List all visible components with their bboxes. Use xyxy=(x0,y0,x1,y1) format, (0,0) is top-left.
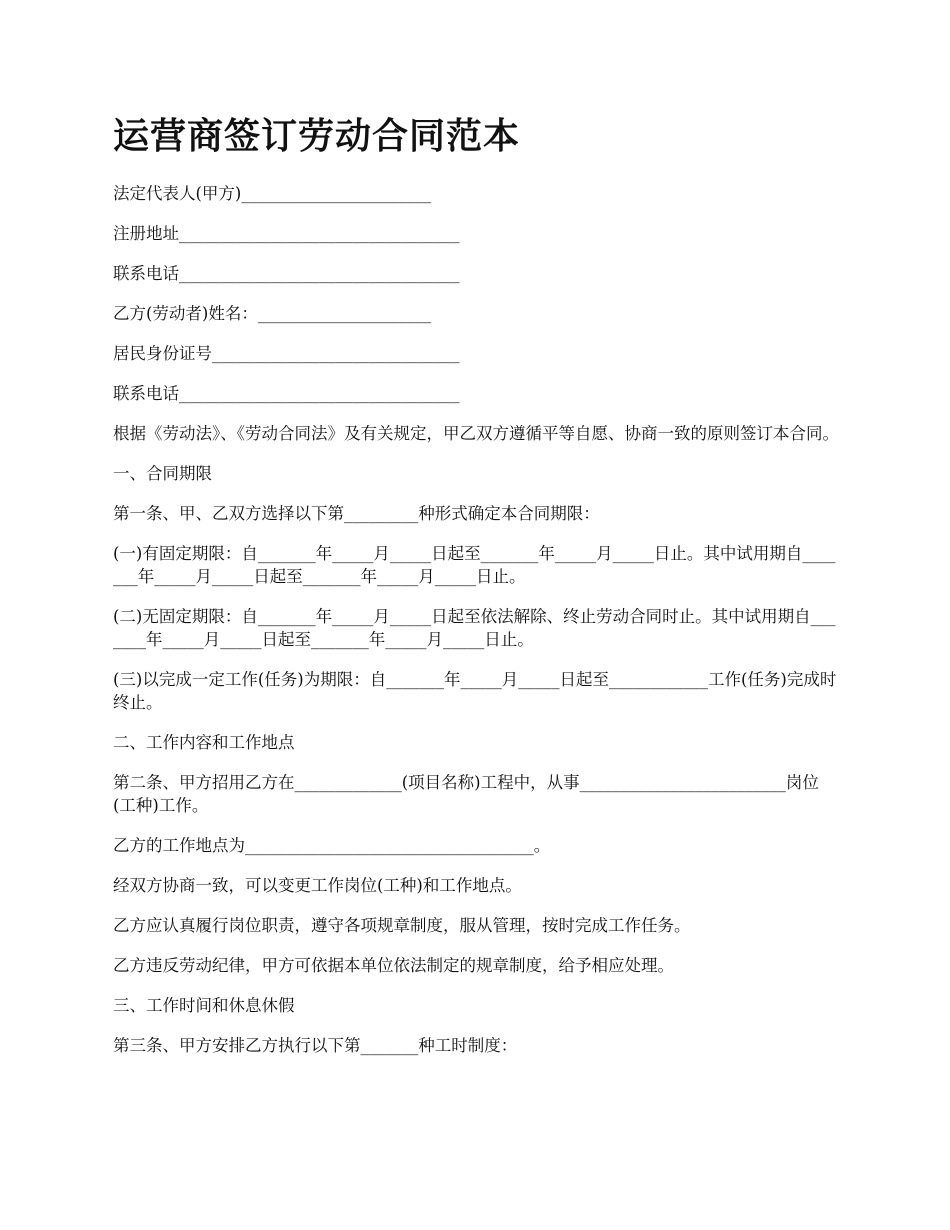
work-location-line: 乙方的工作地点为___________________________________。 xyxy=(113,836,551,855)
duties-paragraph: 乙方应认真履行岗位职责，遵守各项规章制度，服从管理，按时完成工作任务。 xyxy=(113,916,691,935)
party-b-name-line: 乙方(劳动者)姓名：_____________________ xyxy=(113,304,432,323)
contract-document xyxy=(113,110,841,1074)
registered-address-line: 注册地址__________________________________ xyxy=(113,224,460,243)
party-b-phone-line: 联系电话__________________________________ xyxy=(113,384,460,403)
party-a-phone-line: 联系电话__________________________________ xyxy=(113,264,460,283)
article-2: 第二条、甲方招用乙方在_____________(项目名称)工程中，从事_________________________岗位(工种)工作。 xyxy=(113,773,819,815)
change-of-position-paragraph: 经双方协商一致，可以变更工作岗位(工种)和工作地点。 xyxy=(113,876,522,895)
section-heading-working-hours: 三、工作时间和休息休假 xyxy=(113,996,295,1015)
preamble-paragraph: 根据《劳动法》、《劳动合同法》及有关规定，甲乙双方遵循平等自愿、协商一致的原则签订本合同。 xyxy=(113,424,839,443)
section-heading-work-content: 二、工作内容和工作地点 xyxy=(113,733,295,752)
term-option-fixed: (一)有固定期限：自_______年_____月_____日起至_______年_____月_____日止。其中试用期自_______年_____月_____日起至_______年_____月_____日止。 xyxy=(113,544,836,586)
article-3: 第三条、甲方安排乙方执行以下第_______种工时制度： xyxy=(113,1036,518,1055)
section-heading-contract-term: 一、合同期限 xyxy=(113,464,212,483)
legal-representative-line: 法定代表人(甲方)_______________________ xyxy=(113,184,432,203)
article-1: 第一条、甲、乙双方选择以下第_________种形式确定本合同期限： xyxy=(113,504,600,523)
document-title: 运营商签订劳动合同范本 xyxy=(113,115,521,157)
term-option-task-based: (三)以完成一定工作(任务)为期限：自_______年_____月_____日起至____________工作(任务)完成时终止。 xyxy=(113,670,837,712)
id-number-line: 居民身份证号______________________________ xyxy=(113,344,460,363)
discipline-paragraph: 乙方违反劳动纪律，甲方可依据本单位依法制定的规章制度，给予相应处理。 xyxy=(113,956,674,975)
term-option-open-ended: (二)无固定期限：自_______年_____月_____日起至依法解除、终止劳动合同时止。其中试用期自_______年_____月_____日起至_______年_____月_____日止。 xyxy=(113,607,836,649)
